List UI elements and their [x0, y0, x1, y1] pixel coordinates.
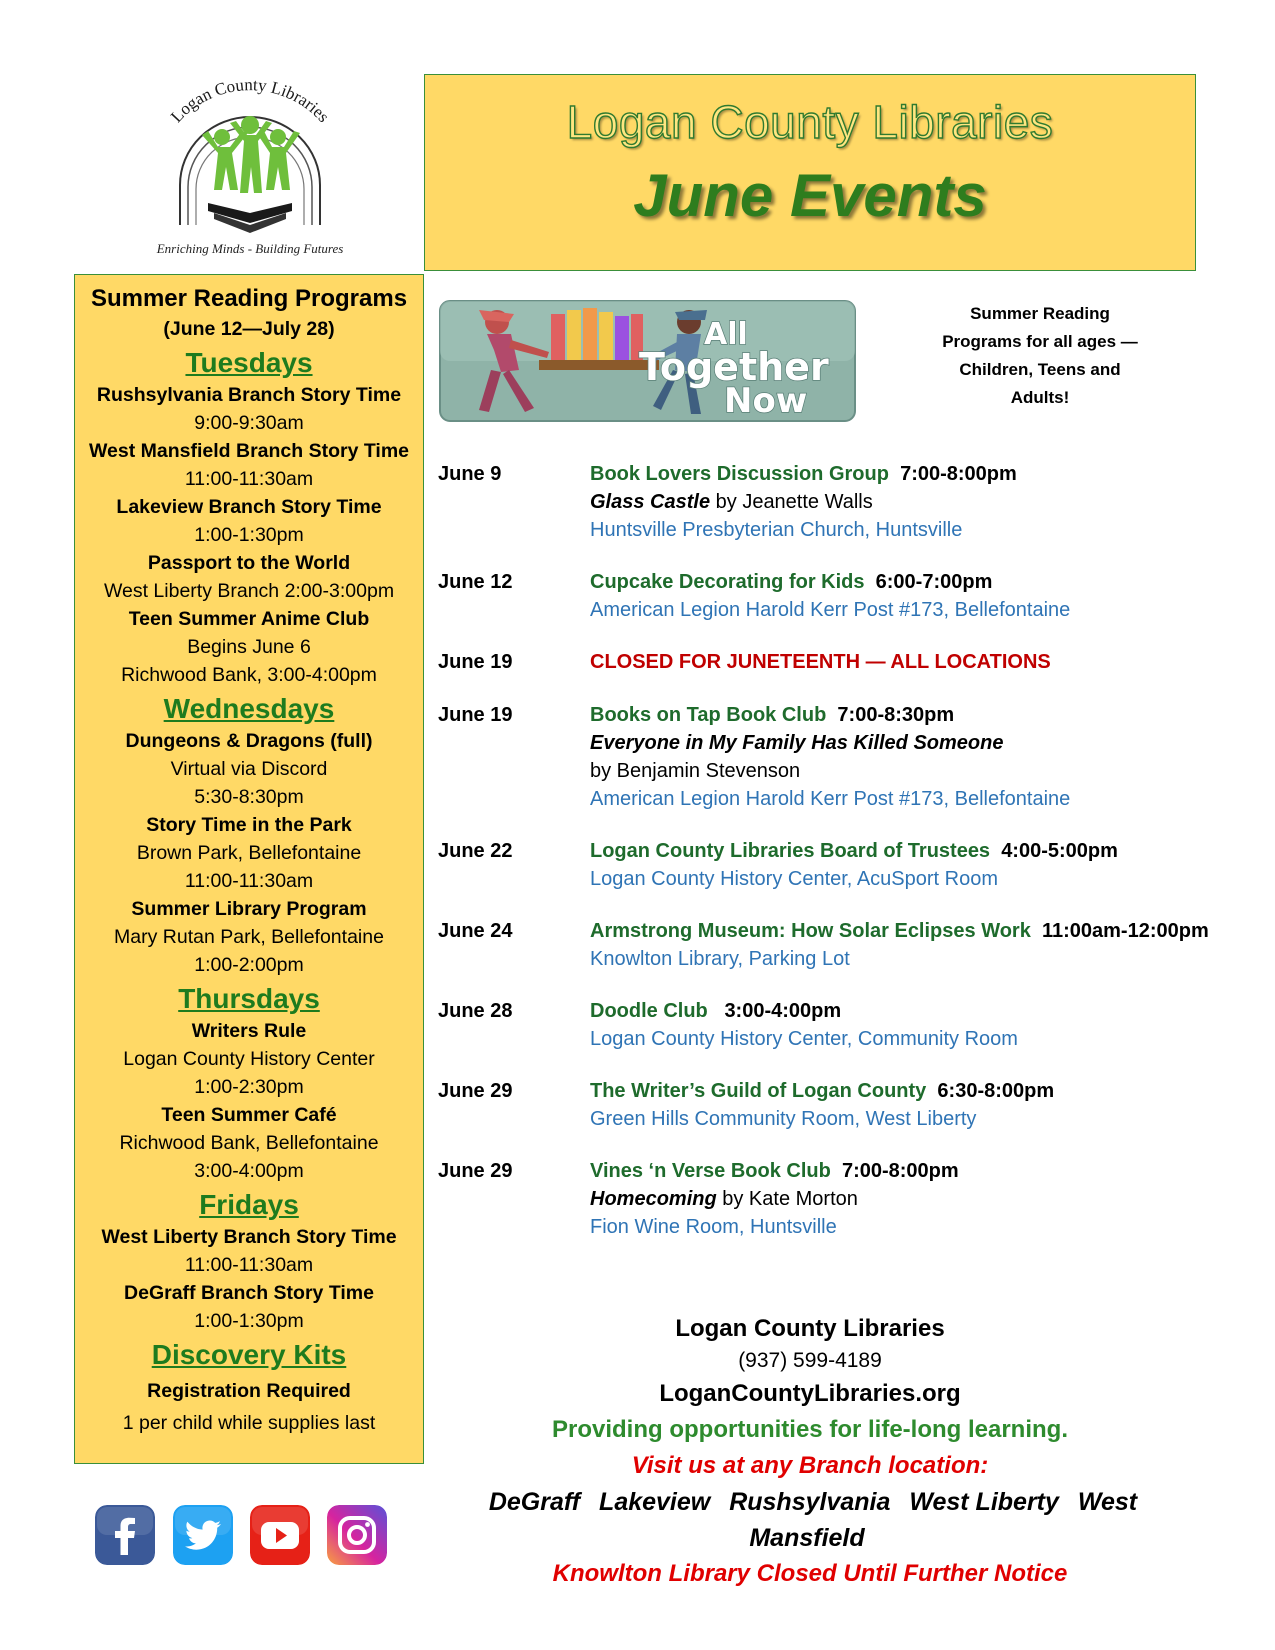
event-item — [438, 568, 1238, 624]
event-location: Knowlton Library, Parking Lot — [590, 948, 850, 970]
event-book: Glass Castle — [590, 491, 711, 513]
event-date: June 12 — [438, 571, 513, 593]
logo-figures-icon — [202, 116, 300, 193]
day-heading-fridays: Fridays — [199, 1189, 299, 1220]
summer-reading-note — [915, 300, 1165, 412]
program-name: Teen Summer Anime Club — [128, 608, 370, 630]
all-together-now-graphic — [439, 300, 856, 422]
event-date: June 22 — [438, 840, 513, 862]
program-detail: Logan County History Center — [123, 1048, 375, 1070]
program-name: Story Time in the Park — [146, 814, 352, 836]
program-name: Teen Summer Café — [161, 1104, 337, 1126]
event-book: Everyone in My Family Has Killed Someone — [590, 732, 1004, 754]
event-date: June 24 — [438, 920, 513, 942]
event-date: June 19 — [438, 651, 513, 673]
event-name: Doodle Club — [590, 1000, 708, 1022]
event-author: by Benjamin Stevenson — [590, 760, 801, 782]
event-location: American Legion Harold Kerr Post #173, Bellefontaine — [590, 788, 1071, 810]
closure-notice: CLOSED FOR JUNETEENTH — ALL LOCATIONS — [590, 651, 1051, 673]
kits-registration: Registration Required — [147, 1380, 351, 1402]
event-item — [438, 701, 1238, 813]
event-name: Cupcake Decorating for Kids — [590, 571, 865, 593]
event-item — [438, 837, 1238, 893]
footer-branches — [424, 1484, 1196, 1556]
event-date: June 19 — [438, 704, 513, 726]
event-name: Book Lovers Discussion Group — [590, 463, 889, 485]
event-book: Homecoming — [590, 1188, 717, 1210]
program-detail: Mary Rutan Park, Bellefontaine — [114, 926, 384, 948]
event-date: June 28 — [438, 1000, 513, 1022]
event-name: Armstrong Museum: How Solar Eclipses Work — [590, 920, 1031, 942]
event-time: 3:00-4:00pm — [724, 1000, 842, 1022]
event-location: Logan County History Center, AcuSport Room — [590, 868, 998, 890]
social-icons — [95, 1505, 405, 1569]
program-detail: 1:00-2:00pm — [194, 954, 304, 976]
branch-name: Lakeview — [599, 1488, 711, 1516]
program-detail: 1:00-2:30pm — [194, 1076, 304, 1098]
event-name: The Writer’s Guild of Logan County — [590, 1080, 927, 1102]
event-time: 7:00-8:00pm — [900, 463, 1017, 485]
program-name: Passport to the World — [147, 552, 351, 574]
event-item — [438, 1077, 1238, 1133]
program-detail: Brown Park, Bellefontaine — [136, 842, 362, 864]
note-line: Programs for all ages — — [942, 332, 1138, 351]
program-detail: Richwood Bank, 3:00-4:00pm — [121, 664, 377, 686]
library-logo — [130, 75, 370, 260]
event-time: 11:00am-12:00pm — [1041, 920, 1209, 942]
event-item — [438, 1157, 1238, 1241]
program-name: Lakeview Branch Story Time — [116, 496, 382, 518]
program-detail: 11:00-11:30am — [184, 468, 314, 490]
header-subtitle: June Events — [633, 162, 987, 229]
logo-book-icon — [208, 203, 292, 233]
summer-reading-sidebar — [74, 274, 424, 1464]
graphic-text-together: Together — [639, 345, 829, 389]
branch-name: West Liberty — [909, 1488, 1059, 1516]
graphic-text-all: All — [704, 317, 748, 352]
footer-org-name: Logan County Libraries — [675, 1315, 945, 1342]
event-location: Huntsville Presbyterian Church, Huntsville — [590, 519, 963, 541]
graphic-text-now: Now — [724, 381, 808, 421]
sidebar-dates: (June 12—July 28) — [163, 318, 335, 340]
event-author: by Jeanette Walls — [710, 491, 873, 513]
program-detail: Begins June 6 — [187, 636, 311, 658]
discovery-kits-heading: Discovery Kits — [151, 1339, 347, 1370]
event-name: Books on Tap Book Club — [590, 704, 827, 726]
footer-notice: Knowlton Library Closed Until Further Notice — [552, 1560, 1068, 1587]
logo-arc-text: Logan County Libraries — [166, 75, 334, 127]
kits-note: 1 per child while supplies last — [122, 1412, 376, 1434]
event-location: Green Hills Community Room, West Liberty — [590, 1108, 977, 1130]
twitter-icon[interactable] — [173, 1505, 233, 1565]
header-title: Logan County Libraries — [566, 96, 1054, 148]
footer-phone[interactable]: (937) 599-4189 — [738, 1349, 882, 1372]
branch-name: DeGraff — [488, 1488, 581, 1516]
event-item — [438, 648, 1238, 676]
instagram-icon[interactable] — [327, 1505, 387, 1565]
event-location: Fion Wine Room, Huntsville — [590, 1216, 837, 1238]
event-name: Vines ‘n Verse Book Club — [590, 1160, 831, 1182]
event-item — [438, 460, 1238, 544]
branch-name: Rushsylvania — [729, 1488, 891, 1516]
event-name: Logan County Libraries Board of Trustees — [590, 840, 991, 862]
event-time: 4:00-5:00pm — [1001, 840, 1118, 862]
logo-tagline: Enriching Minds - Building Futures — [156, 241, 344, 256]
event-time: 7:00-8:30pm — [837, 704, 955, 726]
event-item — [438, 917, 1238, 973]
program-detail: 9:00-9:30am — [194, 412, 304, 434]
program-name: Writers Rule — [191, 1020, 307, 1042]
program-name: West Mansfield Branch Story Time — [88, 440, 410, 462]
event-time: 6:30-8:00pm — [937, 1080, 1055, 1102]
program-detail: Richwood Bank, Bellefontaine — [119, 1132, 379, 1154]
day-heading-tuesdays: Tuesdays — [185, 347, 313, 378]
program-name: Rushsylvania Branch Story Time — [96, 384, 402, 406]
footer-visit: Visit us at any Branch location: — [631, 1452, 989, 1479]
event-location: American Legion Harold Kerr Post #173, Bellefontaine — [590, 599, 1071, 621]
program-detail: 11:00-11:30am — [184, 870, 314, 892]
day-heading-wednesdays: Wednesdays — [163, 693, 335, 724]
program-detail: 1:00-1:30pm — [194, 524, 304, 546]
note-line: Adults! — [1010, 388, 1070, 407]
event-time: 6:00-7:00pm — [875, 571, 993, 593]
events-list — [438, 460, 1238, 1241]
sidebar-title: Summer Reading Programs — [90, 285, 408, 312]
day-heading-thursdays: Thursdays — [178, 983, 320, 1014]
program-name: Summer Library Program — [131, 898, 367, 920]
youtube-icon[interactable] — [250, 1505, 310, 1565]
program-detail: 11:00-11:30am — [184, 1254, 314, 1276]
program-detail: 1:00-1:30pm — [194, 1310, 304, 1332]
header-banner — [424, 74, 1196, 271]
program-detail: West Liberty Branch 2:00-3:00pm — [103, 580, 395, 602]
event-date: June 9 — [438, 463, 502, 485]
event-location: Logan County History Center, Community Room — [590, 1028, 1018, 1050]
program-detail: 3:00-4:00pm — [194, 1160, 304, 1182]
branch-name: West Mansfield — [749, 1488, 1138, 1552]
note-line: Children, Teens and — [959, 360, 1121, 379]
footer — [424, 1312, 1196, 1592]
event-date: June 29 — [438, 1160, 513, 1182]
footer-website-link[interactable]: LoganCountyLibraries.org — [659, 1380, 961, 1407]
program-name: DeGraff Branch Story Time — [124, 1282, 374, 1304]
note-line: Summer Reading — [970, 304, 1110, 323]
program-detail: Virtual via Discord — [170, 758, 328, 780]
program-detail: 5:30-8:30pm — [194, 786, 304, 808]
event-author: by Kate Morton — [716, 1188, 858, 1210]
facebook-icon[interactable] — [95, 1505, 155, 1565]
program-name: West Liberty Branch Story Time — [101, 1226, 397, 1248]
event-time: 7:00-8:00pm — [841, 1160, 959, 1182]
footer-mission: Providing opportunities for life-long learning. — [552, 1416, 1068, 1443]
program-name: Dungeons & Dragons (full) — [125, 730, 373, 752]
event-item — [438, 997, 1238, 1053]
event-date: June 29 — [438, 1080, 513, 1102]
